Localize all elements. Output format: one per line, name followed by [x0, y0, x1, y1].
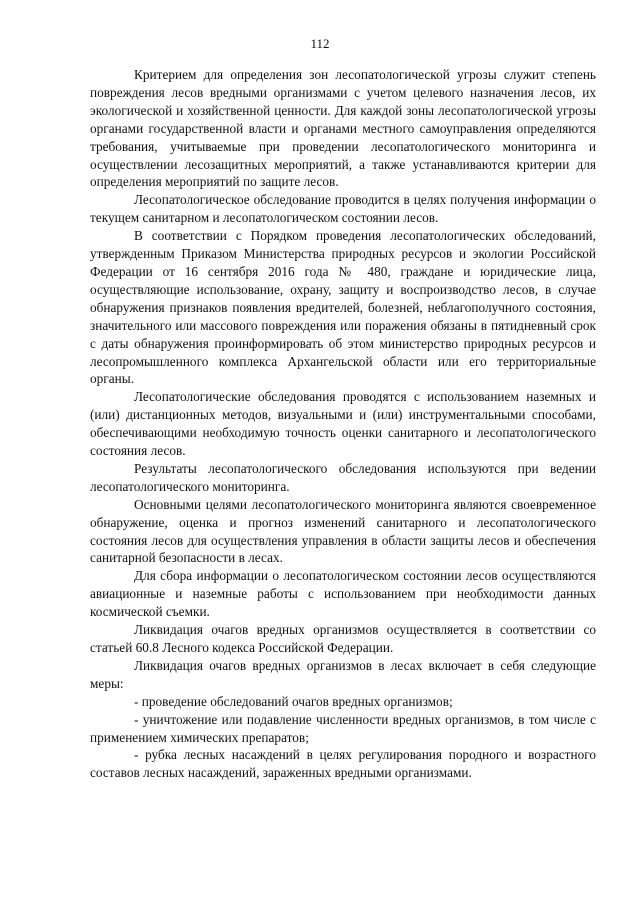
- paragraph-survey-purpose: Лесопатологическое обследование проводится в целях получения информации о текущем санитарном и лесопатологическом состоянии лесов.: [90, 192, 596, 226]
- list-item-surveys: - проведение обследований очагов вредных организмов;: [134, 693, 453, 709]
- paragraph-liquidation-measures: Ликвидация очагов вредных организмов в лесах включает в себя следующие меры:: [90, 657, 596, 691]
- paragraph-survey-results: Результаты лесопатологического обследования используются при ведении лесопатологического мониторинга.: [90, 460, 596, 494]
- list-item-suppression: - уничтожение или подавление численности вредных организмов, в том числе с применением химических препаратов;: [90, 711, 596, 745]
- list-item-felling: - рубка лесных насаждений в целях регулирования породного и возрастного составов лесных насаждений, зараженных вредными организмами.: [90, 747, 596, 781]
- paragraph-monitoring-goals: Основными целями лесопатологического мониторинга являются своевременное обнаружение, оценка и прогноз изменений санитарного и лесопатологического состояния лесов для осуществления управления в области защиты лесов и обеспечения санитарной безопасности в лесах.: [90, 496, 596, 566]
- paragraph-pest-liquidation: Ликвидация очагов вредных организмов осуществляется в соответствии со статьей 60.8 Лесного кодекса Российской Федерации.: [90, 622, 596, 655]
- page-number: 112: [310, 36, 330, 51]
- paragraph-threat-zone-criteria: Критерием для определения зон лесопатологической угрозы служит степень повреждения лесов вредными организмами с учетом целевого назначения лесов, их экологической и хозяйственной ценности. Для каждой зоны лесопатологической угрозы органами государственной власти и органами местного самоуправления определяются требования, учитываемые при проведении лесопатологического мониторинга и осуществлении лесозащитных мероприятий, а также устанавливаются критерии для определения мероприятий по защите лесов.: [90, 67, 596, 190]
- paragraph-survey-methods: Лесопатологические обследования проводятся с использованием наземных и (или) дистанционных методов, визуальными и (или) инструментальными способами, обеспечивающими необходимую точность оценки санитарного и лесопатологического состояния лесов.: [90, 389, 596, 459]
- paragraph-data-collection: Для сбора информации о лесопатологическом состоянии лесов осуществляются авиационные и наземные работы с использованием при необходимости данных космической съемки.: [90, 568, 596, 620]
- document-body: [90, 66, 596, 782]
- paragraph-survey-procedure: В соответствии с Порядком проведения лесопатологических обследований, утвержденным Приказом Министерства природных ресурсов и экологии Российской Федерации от 16 сентября 2016 года № 480, граждане и юридические лица, осуществляющие использование, охрану, защиту и воспроизводство лесов, в случае обнаружения признаков появления вредителей, болезней, неблагополучного состояния, значительного или массового повреждения или поражения обязаны в пятидневный срок с даты обнаружения проинформировать об этом министерство природных ресурсов и лесопромышленного комплекса Архангельской области или его территориальные органы.: [90, 228, 596, 387]
